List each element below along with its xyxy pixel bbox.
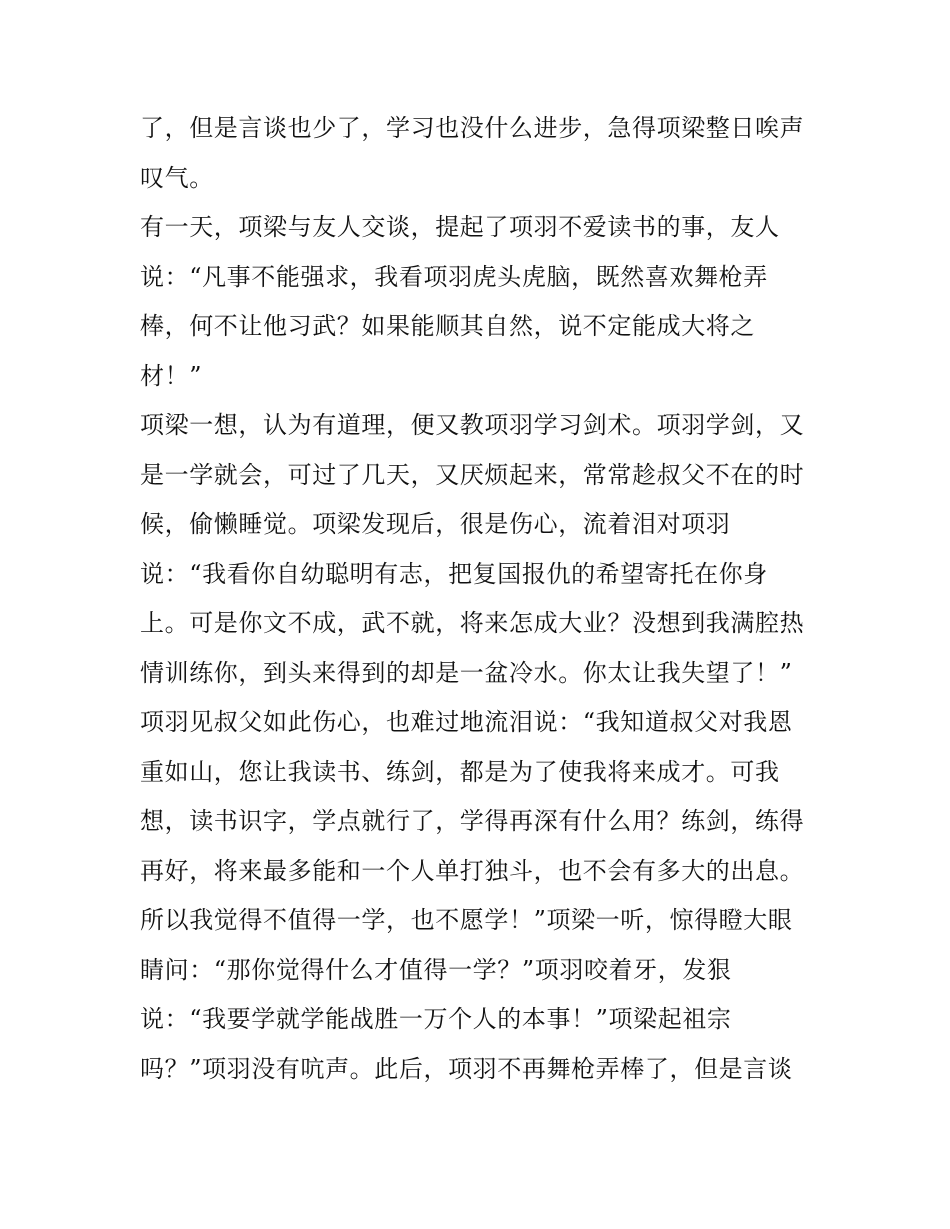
- text-line-16: 再好，将来最多能和一个人单打独斗，也不会有多大的出息。: [140, 856, 805, 885]
- text-line-18: 睛问：“那你觉得什么才值得一学？”项羽咬着牙，发狠: [140, 955, 732, 984]
- text-line-7: 项梁一想，认为有道理，便又教项羽学习剑术。项羽学剑，又: [140, 411, 805, 439]
- text-line-4: 说：“凡事不能强求，我看项羽虎头虎脑，既然喜欢舞枪弄: [140, 262, 768, 291]
- text-body: [140, 104, 830, 1094]
- text-line-5: 棒，何不让他习武？如果能顺其自然，说不定能成大将之: [140, 312, 755, 340]
- text-line-17: 所以我觉得不值得一学，也不愿学！”项梁一听，惊得瞪大眼: [140, 906, 793, 934]
- text-line-1: 了，但是言谈也少了，学习也没什么进步，急得项梁整日唉声: [140, 114, 805, 142]
- text-line-14: 重如山，您让我读书、练剑，都是为了使我将来成才。可我: [140, 757, 780, 786]
- text-line-10: 说：“我看你自幼聪明有志，把复国报仇的希望寄托在你身: [140, 559, 768, 588]
- text-line-20: 吗？”项羽没有吭声。此后，项羽不再舞枪弄棒了，但是言谈: [140, 1054, 793, 1083]
- text-line-15: 想，读书识字，学点就行了，学得再深有什么用？练剑，练得: [140, 807, 805, 835]
- text-line-8: 是一学就会，可过了几天，又厌烦起来，常常趁叔父不在的时: [140, 460, 805, 489]
- text-line-12: 情训练你，到头来得到的却是一盆冷水。你太让我失望了！”: [140, 658, 793, 687]
- text-line-19: 说：“我要学就学能战胜一万个人的本事！”项梁起祖宗: [140, 1005, 732, 1033]
- text-line-9: 候，偷懒睡觉。项梁发现后，很是伤心，流着泪对项羽: [140, 510, 731, 538]
- text-line-3: 有一天，项梁与友人交谈，提起了项羽不爱读书的事，友人: [140, 213, 780, 241]
- text-line-11: 上。可是你文不成，武不就，将来怎成大业？没想到我满腔热: [140, 609, 805, 637]
- text-line-6: 材！”: [140, 361, 203, 390]
- text-line-13: 项羽见叔父如此伤心，也难过地流泪说：“我知道叔父对我恩: [140, 708, 793, 736]
- text-line-2: 叹气。: [140, 163, 214, 192]
